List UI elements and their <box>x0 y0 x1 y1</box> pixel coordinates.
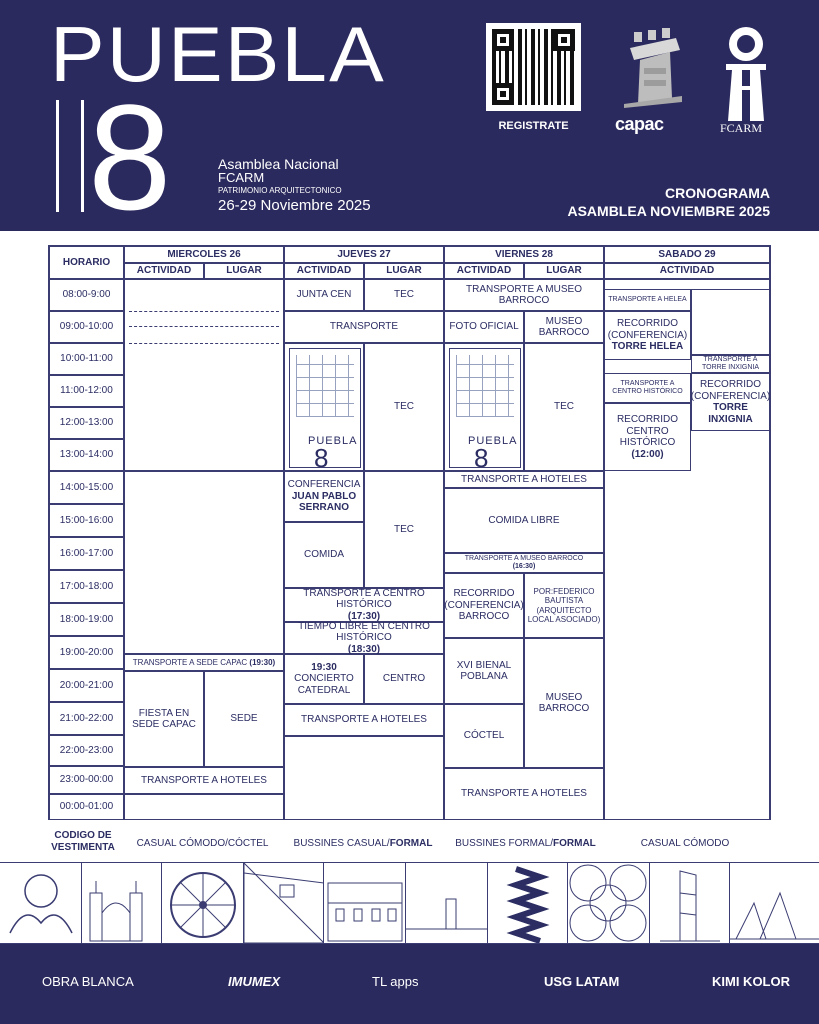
assembly-org: FCARM <box>218 170 265 185</box>
jue-tec-2: TEC <box>364 343 444 471</box>
sub-actividad: ACTIVIDAD <box>444 263 524 279</box>
jue-transporte-hoteles: TRANSPORTE A HOTELES <box>284 704 444 736</box>
jue-comida: COMIDA <box>284 522 364 588</box>
sponsor-obra-blanca[interactable]: OBRA BLANCA <box>42 974 134 989</box>
ferris-wheel-illustration <box>162 863 244 943</box>
mie-empty-afternoon <box>124 471 284 654</box>
time-slot: 23:00-00:00 <box>49 766 124 794</box>
time-slot: 13:00-14:00 <box>49 439 124 471</box>
time-slot: 09:00-10:00 <box>49 311 124 343</box>
jue-tec-1: TEC <box>364 279 444 311</box>
vie-transporte-museo-2: TRANSPORTE A MUSEO BARROCO (16:30) <box>444 553 604 573</box>
time-slot: 12:00-13:00 <box>49 407 124 439</box>
time-slot: 19:00-20:00 <box>49 636 124 669</box>
jue-empty-night <box>284 736 444 820</box>
spiral-tower-illustration <box>488 863 568 943</box>
puebla8-poster-thumbnail: PUEBLA 8 <box>449 348 521 468</box>
vie-recorrido-barroco: RECORRIDO (CONFERENCIA) BARROCO <box>444 573 524 638</box>
vie-federico-bautista: POR:FEDERICO BAUTISTA (ARQUITECTO LOCAL ASOCIADO) <box>524 573 604 638</box>
sab-empty-top <box>691 289 770 355</box>
jue-junta-cen: JUNTA CEN <box>284 279 364 311</box>
sab-recorrido-centro: RECORRIDO CENTRO HISTÓRICO (12:00) <box>604 403 691 471</box>
jue-tec-3: TEC <box>364 471 444 588</box>
colonial-building-illustration <box>324 863 406 943</box>
mie-empty-morning <box>124 279 284 471</box>
dress-code-mie: CASUAL CÓMODO/CÓCTEL <box>136 838 269 849</box>
sponsor-kimi-kolor[interactable]: KIMI KOLOR <box>712 974 790 989</box>
fcarm-logo-text: FCARM <box>720 121 763 135</box>
vie-transporte-hoteles-1: TRANSPORTE A HOTELES <box>444 471 604 488</box>
time-slot: 15:00-16:00 <box>49 504 124 537</box>
event-number: 8 <box>88 73 172 241</box>
mie-transporte-capac: TRANSPORTE A SEDE CAPAC (19:30) <box>124 654 284 671</box>
sab-recorrido-inxignia: RECORRIDO (CONFERENCIA) TORRE INXIGNIA <box>691 373 770 431</box>
sponsor-imumex[interactable]: IMUMEX <box>228 974 280 989</box>
sab-transporte-centro: TRANSPORTE A CENTRO HISTÓRICO <box>604 373 691 403</box>
geometric-pattern-illustration <box>568 863 650 943</box>
cathedral-illustration <box>82 863 162 943</box>
sub-actividad: ACTIVIDAD <box>124 263 204 279</box>
jue-conferencia: CONFERENCIA JUAN PABLO SERRANO <box>284 471 364 522</box>
time-slot: 21:00-22:00 <box>49 702 124 735</box>
tower-sketch-illustration <box>406 863 488 943</box>
assembly-name: Asamblea Nacional <box>218 156 339 172</box>
sponsor-usg[interactable]: USG LATAM <box>544 974 620 989</box>
day-header-vie: VIERNES 28 <box>444 246 604 263</box>
sub-actividad: ACTIVIDAD <box>284 263 364 279</box>
sab-recorrido-helea: RECORRIDO (CONFERENCIA) TORRE HELEA <box>604 311 691 360</box>
header-banner <box>0 0 819 241</box>
modern-museum-illustration <box>730 863 819 943</box>
mie-transporte-hoteles: TRANSPORTE A HOTELES <box>124 767 284 794</box>
dress-code-vie: BUSSINES FORMAL/FORMAL <box>455 838 596 849</box>
dress-code-sab: CASUAL CÓMODO <box>640 838 730 849</box>
assembly-subtitle: PATRIMONIO ARQUITECTONICO <box>218 186 342 195</box>
sub-lugar: LUGAR <box>204 263 284 279</box>
cable-car-illustration <box>244 863 324 943</box>
day-header-mie: MIERCOLES 26 <box>124 246 284 263</box>
jue-tiempo-libre: TIEMPO LIBRE EN CENTRO HISTÓRICO (18:30) <box>284 622 444 654</box>
time-slot: 14:00-15:00 <box>49 471 124 504</box>
vie-transporte-museo: TRANSPORTE A MUSEO BARROCO <box>444 279 604 311</box>
time-slot: 11:00-12:00 <box>49 375 124 407</box>
title-bars-graphic <box>56 100 84 212</box>
vie-tec: TEC <box>524 343 604 471</box>
sub-actividad: ACTIVIDAD <box>604 263 770 279</box>
skyscraper-illustration <box>650 863 730 943</box>
qr-code[interactable] <box>486 23 581 111</box>
time-slot: 18:00-19:00 <box>49 603 124 636</box>
jue-centro: CENTRO <box>364 654 444 704</box>
mie-empty-night <box>124 794 284 820</box>
time-slot: 10:00-11:00 <box>49 343 124 375</box>
time-slot: 00:00-01:00 <box>49 794 124 820</box>
cronograma-title: CRONOGRAMA <box>665 185 770 201</box>
sab-transporte-inxignia: TRANSPORTE A TORRE INXIGNIA <box>691 355 770 373</box>
capac-logo-text: capac <box>615 114 664 134</box>
horario-header: HORARIO <box>49 246 124 279</box>
time-slot: 08:00-9:00 <box>49 279 124 311</box>
jue-transporte: TRANSPORTE <box>284 311 444 343</box>
event-title: PUEBLA <box>50 10 386 98</box>
time-slot: 16:00-17:00 <box>49 537 124 570</box>
time-slot: 22:00-23:00 <box>49 735 124 766</box>
vie-bienal-poblana: XVI BIENAL POBLANA <box>444 638 524 704</box>
dress-code-jue: BUSSINES CASUAL/FORMAL <box>293 838 433 849</box>
dress-code-label: CODIGO DE VESTIMENTA <box>51 830 115 853</box>
jue-transporte-centro: TRANSPORTE A CENTRO HISTÓRICO (17:30) <box>284 588 444 622</box>
vie-event-poster <box>444 343 524 471</box>
fcarm-logo-icon <box>720 24 772 121</box>
day-header-sab: SABADO 29 <box>604 246 770 263</box>
register-label[interactable]: REGISTRATE <box>498 120 569 132</box>
sponsor-tlapps[interactable]: TL apps <box>372 974 419 989</box>
sub-lugar: LUGAR <box>364 263 444 279</box>
sab-transporte-helea: TRANSPORTE A HELEA <box>604 289 691 311</box>
puebla8-poster-thumbnail: PUEBLA 8 <box>289 348 361 468</box>
capac-building-icon <box>620 28 686 108</box>
event-dates: 26-29 Noviembre 2025 <box>218 197 371 214</box>
jue-concierto-catedral: 19:30 CONCIERTO CATEDRAL <box>284 654 364 704</box>
mie-fiesta-capac: FIESTA EN SEDE CAPAC <box>124 671 204 767</box>
vie-transporte-hoteles-2: TRANSPORTE A HOTELES <box>444 768 604 820</box>
jue-event-poster <box>284 343 364 471</box>
day-header-jue: JUEVES 27 <box>284 246 444 263</box>
vie-museo-barroco-1: MUSEO BARROCO <box>524 311 604 343</box>
time-slot: 20:00-21:00 <box>49 669 124 702</box>
time-slot: 17:00-18:00 <box>49 570 124 603</box>
architecture-illustration-strip <box>0 862 819 944</box>
mie-sede: SEDE <box>204 671 284 767</box>
circle-leaf-illustration <box>0 863 82 943</box>
sub-lugar: LUGAR <box>524 263 604 279</box>
vie-foto-oficial: FOTO OFICIAL <box>444 311 524 343</box>
vie-coctel: CÓCTEL <box>444 704 524 768</box>
cronograma-subtitle: ASAMBLEA NOVIEMBRE 2025 <box>567 203 770 219</box>
schedule-table <box>48 245 771 820</box>
vie-comida-libre: COMIDA LIBRE <box>444 488 604 553</box>
vie-museo-barroco-2: MUSEO BARROCO <box>524 638 604 768</box>
